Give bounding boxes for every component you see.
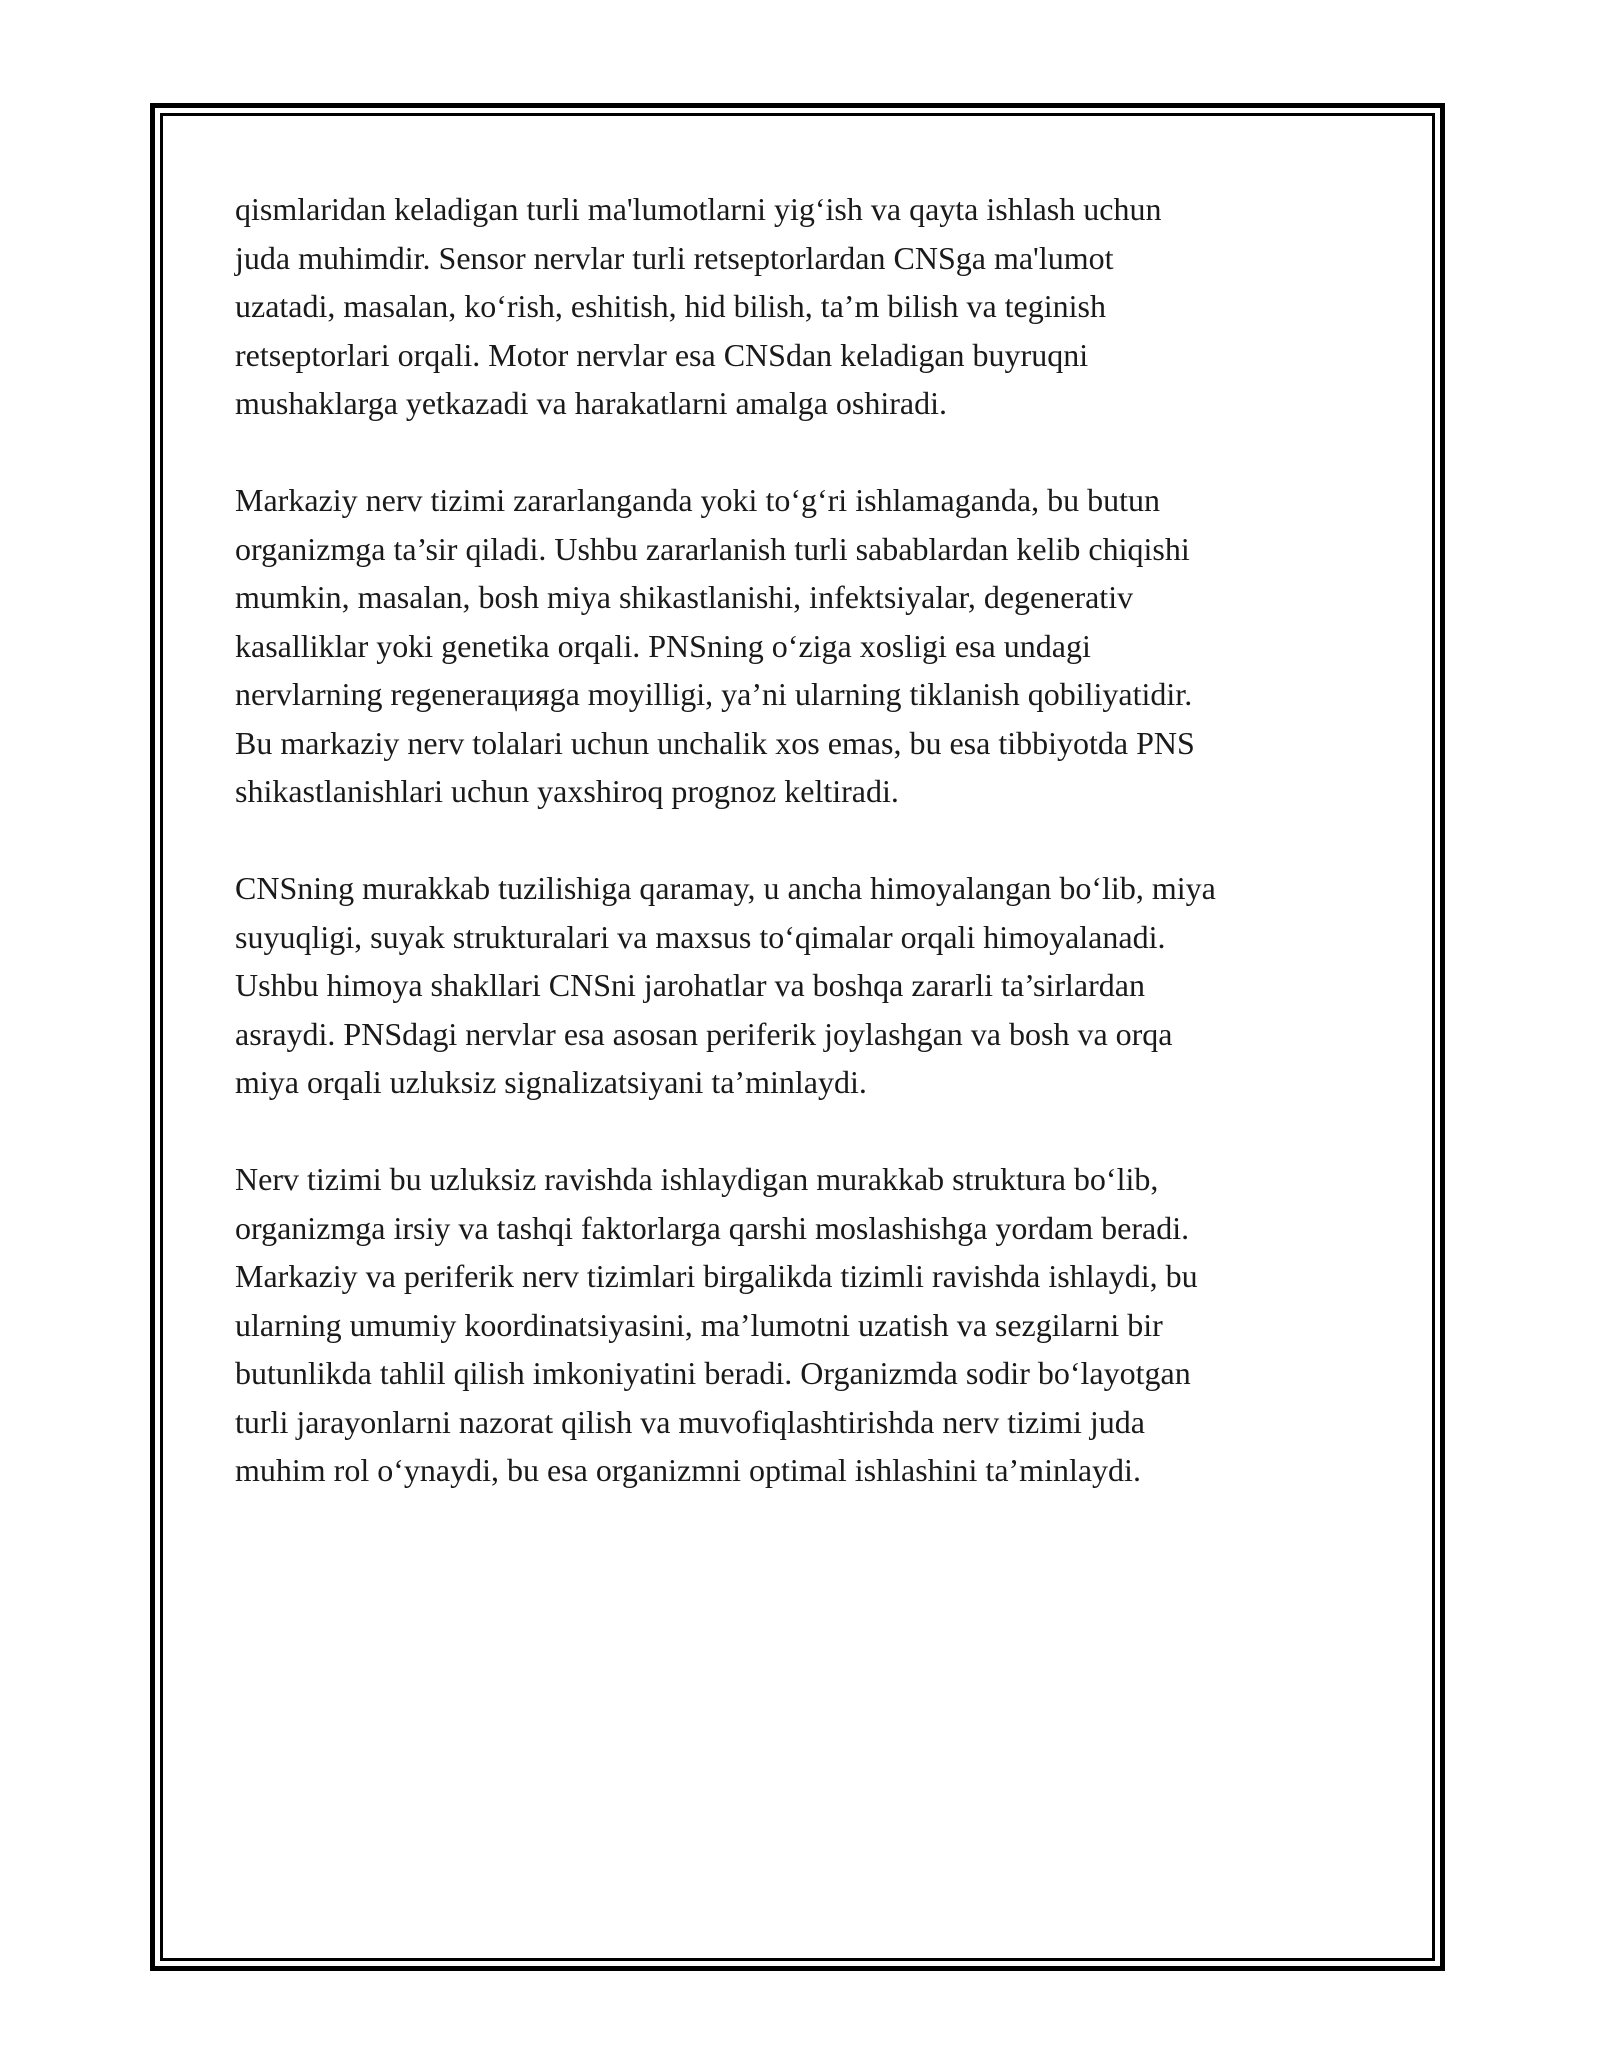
text-line: butunlikda tahlil qilish imkoniyatini beradi. Organizmda sodir bo‘layotgan bbox=[235, 1355, 1191, 1391]
paragraph-3 bbox=[235, 864, 1375, 1107]
text-line: retseptorlari orqali. Motor nervlar esa CNSdan keladigan buyruqni bbox=[235, 336, 1089, 373]
text-line: suyuqligi, suyak strukturalari va maxsus to‘qimalar orqali himoyalanadi. bbox=[235, 918, 1166, 955]
text-line: ularning umumiy koordinatsiyasini, ma’lumotni uzatish va sezgilarni bir bbox=[235, 1306, 1163, 1343]
text-line: CNSning murakkab tuzilishiga qaramay, u ancha himoyalangan bo‘lib, miya bbox=[235, 870, 1216, 906]
text-line: kasalliklar yoki genetika orqali. PNSning o‘ziga xosligi esa undagi bbox=[235, 627, 1091, 664]
text-line: Bu markaziy nerv tolalari uchun unchalik xos emas, bu esa tibbiyotda PNS bbox=[235, 724, 1195, 761]
paragraph-1 bbox=[235, 185, 1375, 428]
text-line: Markaziy nerv tizimi zararlanganda yoki to‘g‘ri ishlamaganda, bu butun bbox=[235, 482, 1161, 518]
document-body bbox=[235, 185, 1375, 1543]
text-line: muhim rol o‘ynaydi, bu esa organizmni optimal ishlashini ta’minlaydi. bbox=[235, 1452, 1141, 1488]
text-line: Markaziy va periferik nerv tizimlari birgalikda tizimli ravishda ishlaydi, bu bbox=[235, 1258, 1198, 1294]
text-line: mushaklarga yetkazadi va harakatlarni amalga oshiradi. bbox=[235, 385, 947, 421]
text-line: nervlarning regeneraцияga moyilligi, ya’ni ularning tiklanish qobiliyatidir. bbox=[235, 676, 1193, 712]
text-line: turli jarayonlarni nazorat qilish va muvofiqlashtirishda nerv tizimi juda bbox=[235, 1403, 1145, 1440]
text-line: qismlaridan keladigan turli ma'lumotlarni yig‘ish va qayta ishlash uchun bbox=[235, 191, 1162, 227]
text-line: miya orqali uzluksiz signalizatsiyani ta’minlaydi. bbox=[235, 1064, 867, 1100]
text-line: uzatadi, masalan, ko‘rish, eshitish, hid bilish, ta’m bilish va teginish bbox=[235, 288, 1106, 324]
paragraph-4 bbox=[235, 1155, 1375, 1495]
text-line: mumkin, masalan, bosh miya shikastlanishi, infektsiyalar, degenerativ bbox=[235, 579, 1134, 615]
text-line: organizmga irsiy va tashqi faktorlarga qarshi moslashishga yordam beradi. bbox=[235, 1209, 1190, 1246]
text-line: Nerv tizimi bu uzluksiz ravishda ishlaydigan murakkab struktura bo‘lib, bbox=[235, 1161, 1159, 1197]
paragraph-2 bbox=[235, 476, 1375, 816]
text-line: shikastlanishlari uchun yaxshiroq prognoz keltiradi. bbox=[235, 773, 899, 809]
text-line: asraydi. PNSdagi nervlar esa asosan periferik joylashgan va bosh va orqa bbox=[235, 1015, 1173, 1052]
text-line: Ushbu himoya shakllari CNSni jarohatlar va boshqa zararli ta’sirlardan bbox=[235, 967, 1145, 1003]
text-line: juda muhimdir. Sensor nervlar turli retseptorlardan CNSga ma'lumot bbox=[235, 239, 1114, 276]
text-line: organizmga ta’sir qiladi. Ushbu zararlanish turli sabablardan kelib chiqishi bbox=[235, 530, 1190, 567]
